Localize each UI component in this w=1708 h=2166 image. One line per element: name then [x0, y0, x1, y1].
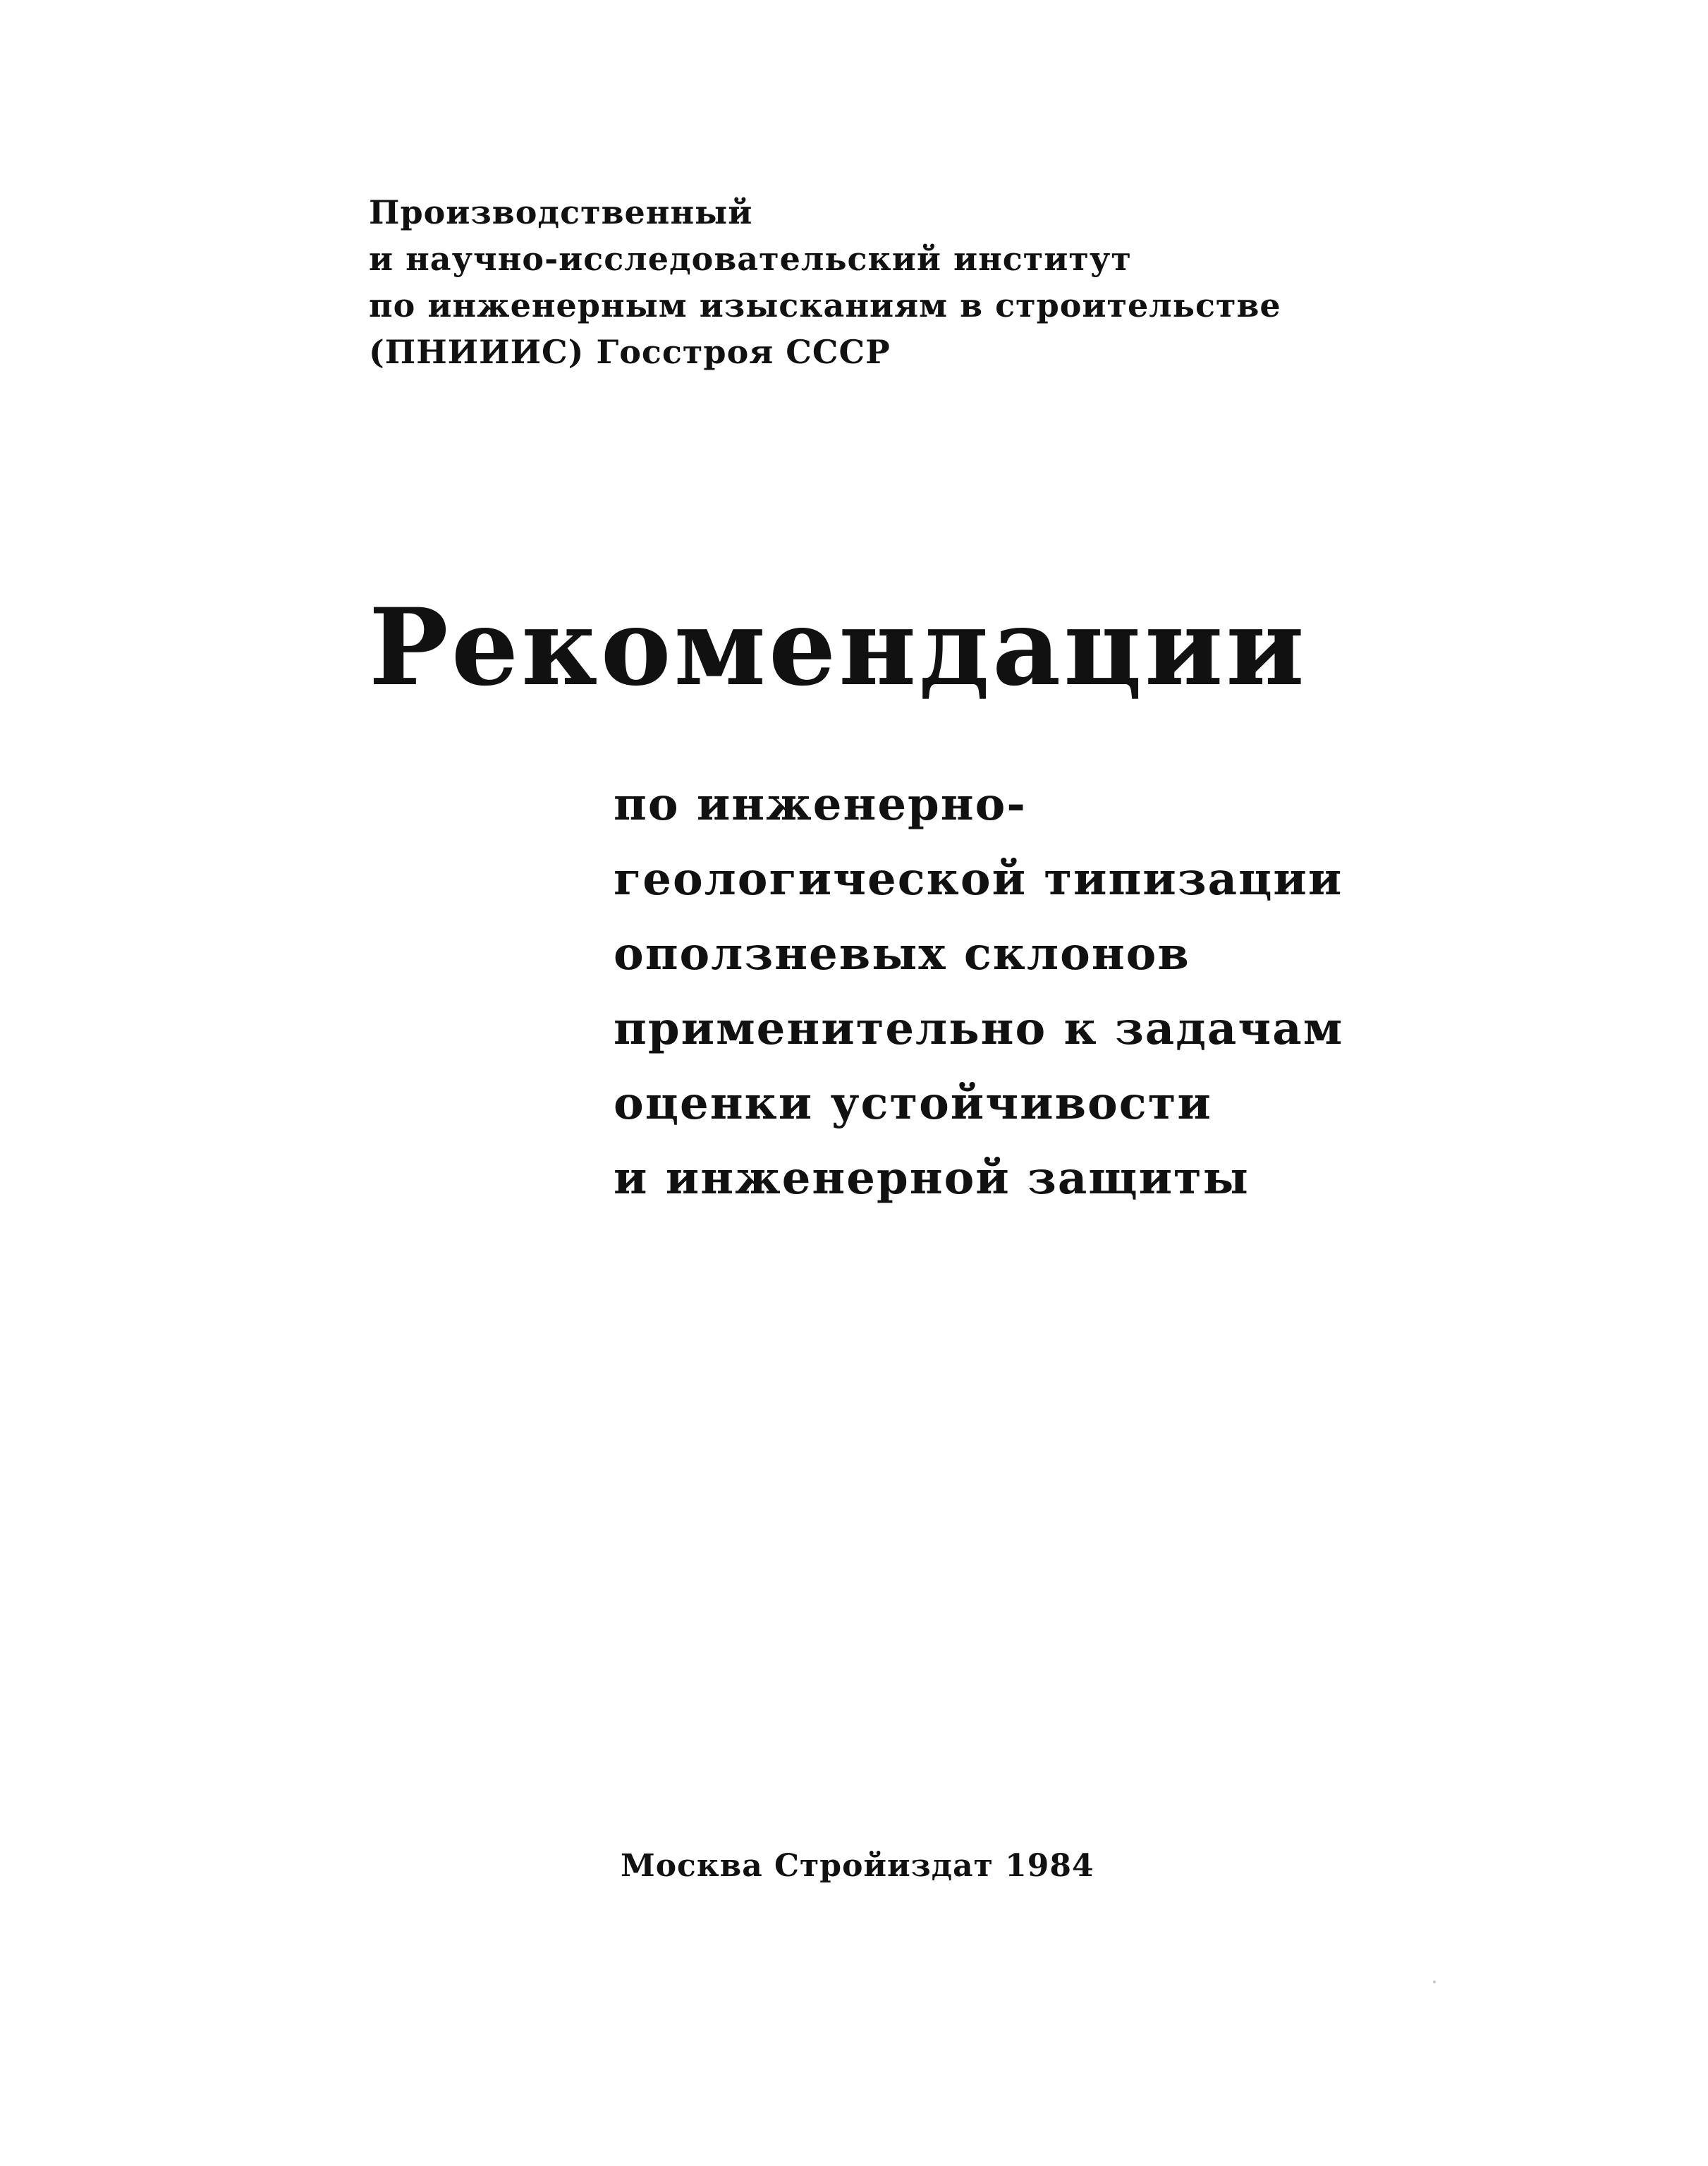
subtitle-line: геологической типизации: [614, 853, 1343, 906]
institution-block: [369, 189, 1469, 375]
institution-line: (ПНИИИС) Госстроя СССР: [369, 333, 891, 371]
scan-artifact: [1433, 1981, 1436, 1983]
subtitle-line: оценки устойчивости: [614, 1077, 1212, 1130]
subtitle-line: оползневых склонов: [614, 927, 1190, 980]
subtitle-line: по инженерно-: [614, 778, 1027, 831]
document-title: Рекомендации: [369, 585, 1307, 710]
document-subtitle: [614, 767, 1530, 1216]
publisher-imprint: Москва Стройиздат 1984: [621, 1848, 1094, 1884]
institution-line: и научно-исследовательский институт: [369, 240, 1132, 278]
institution-line: по инженерным изысканиям в строительстве: [369, 286, 1281, 324]
institution-line: Производственный: [369, 193, 753, 231]
subtitle-line: и инженерной защиты: [614, 1152, 1250, 1205]
subtitle-line: применительно к задачам: [614, 1002, 1344, 1055]
